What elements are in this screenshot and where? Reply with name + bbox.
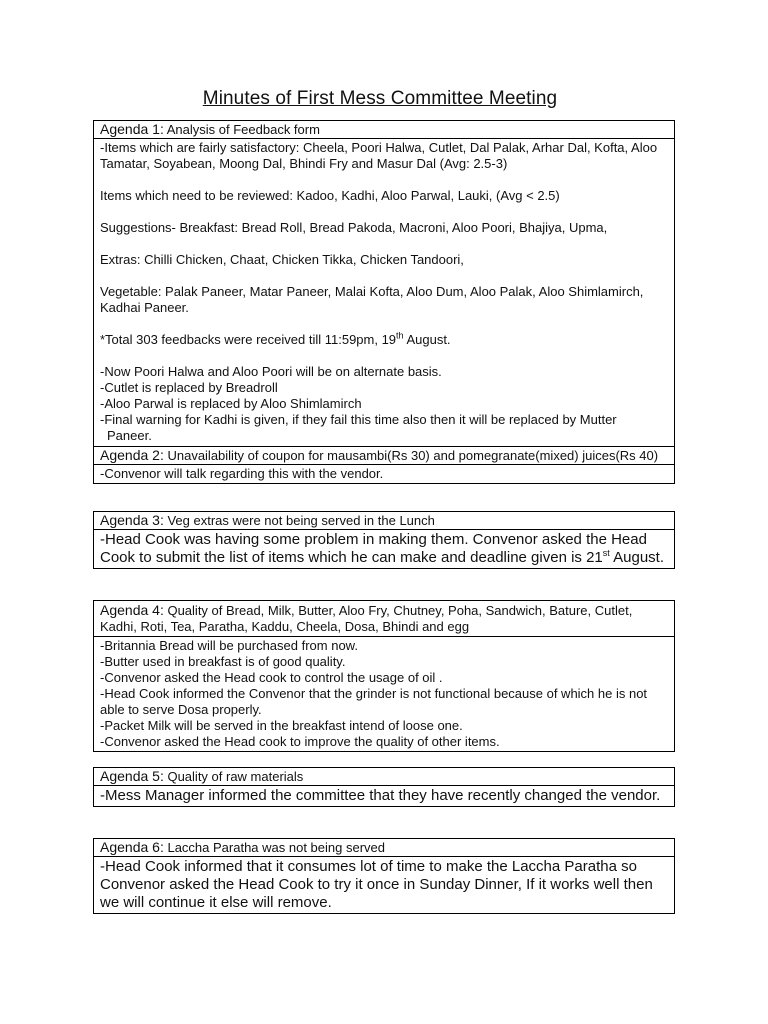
agenda-4-body	[94, 637, 674, 751]
agenda-2-label: Agenda 2:	[100, 447, 164, 463]
agenda-4-item: -Convenor asked the Head cook to control the usage of oil .	[100, 670, 443, 685]
agenda-6-body: -Head Cook informed that it consumes lot of time to make the Laccha Paratha so Convenor asked the Head Cook to try it once in Sunday Dinner, If it works well then we will continue it else will remove.	[100, 858, 653, 911]
agenda-6-header	[94, 839, 674, 857]
agenda-1-2-table	[93, 120, 675, 484]
agenda-4-header	[94, 601, 674, 637]
agenda-4-item: -Britannia Bread will be purchased from now.	[100, 638, 358, 653]
agenda-6-table	[93, 838, 675, 914]
agenda-4-topic: Quality of Bread, Milk, Butter, Aloo Fry, Chutney, Poha, Sandwich, Bature, Cutlet, Kadhi, Roti, Tea, Paratha, Kaddu, Cheela, Dosa, Bhindi and egg	[100, 603, 633, 634]
agenda-4-item: -Butter used in breakfast is of good quality.	[100, 654, 346, 669]
agenda-1-topic: Analysis of Feedback form	[166, 122, 320, 137]
agenda-3-body: -Head Cook was having some problem in making them. Convenor asked the Head Cook to submit the list of items which he can make and deadline given is 21st August.	[100, 531, 665, 566]
agenda-3-table	[93, 511, 675, 569]
agenda-5-body: -Mess Manager informed the committee that they have recently changed the vendor.	[100, 787, 661, 804]
agenda-1-label: Agenda 1:	[100, 121, 164, 137]
agenda-3-header	[94, 512, 674, 530]
agenda-1-extras: Extras: Chilli Chicken, Chaat, Chicken Tikka, Chicken Tandoori,	[100, 252, 464, 267]
agenda-5-topic: Quality of raw materials	[167, 769, 304, 784]
agenda-6-topic: Laccha Paratha was not being served	[167, 840, 385, 855]
agenda-2-body: -Convenor will talk regarding this with the vendor.	[100, 466, 384, 481]
agenda-1-decision: -Aloo Parwal is replaced by Aloo Shimlamirch	[100, 396, 362, 411]
agenda-6-label: Agenda 6:	[100, 839, 164, 855]
agenda-1-decision: -Now Poori Halwa and Aloo Poori will be on alternate basis.	[100, 364, 442, 379]
agenda-5-header	[94, 768, 674, 786]
agenda-1-decision: -Cutlet is replaced by Breadroll	[100, 380, 278, 395]
agenda-3-label: Agenda 3:	[100, 512, 164, 528]
agenda-4-item: -Convenor asked the Head cook to improve the quality of other items.	[100, 734, 500, 749]
agenda-1-vegetable: Vegetable: Palak Paneer, Matar Paneer, Malai Kofta, Aloo Dum, Aloo Palak, Aloo Shimlamirch, Kadhai Paneer.	[100, 284, 644, 315]
agenda-5-table	[93, 767, 675, 807]
agenda-1-suggestions: Suggestions- Breakfast: Bread Roll, Bread Pakoda, Macroni, Aloo Poori, Bhajiya, Upma,	[100, 220, 608, 235]
document-title: Minutes of First Mess Committee Meeting	[202, 88, 558, 109]
agenda-1-satisfactory: -Items which are fairly satisfactory: Cheela, Poori Halwa, Cutlet, Dal Palak, Arhar Dal, Kofta, Aloo Tamatar, Soyabean, Moong Dal, Bhindi Fry and Masur Dal (Avg: 2.5-3)	[100, 140, 658, 171]
agenda-5-label: Agenda 5:	[100, 768, 164, 784]
agenda-3-topic: Veg extras were not being served in the Lunch	[167, 513, 435, 528]
agenda-4-table	[93, 600, 675, 752]
agenda-4-item: -Packet Milk will be served in the breakfast intend of loose one.	[100, 718, 463, 733]
agenda-1-review: Items which need to be reviewed: Kadoo, Kadhi, Aloo Parwal, Lauki, (Avg < 2.5)	[100, 188, 560, 203]
agenda-4-item: -Head Cook informed the Convenor that the grinder is not functional because of which he is not able to serve Dosa properly.	[100, 686, 648, 717]
agenda-1-decision-cont: Paneer.	[107, 428, 152, 443]
agenda-1-decision: -Final warning for Kadhi is given, if they fail this time also then it will be replaced by Mutter	[100, 412, 617, 427]
agenda-2-topic: Unavailability of coupon for mausambi(Rs 30) and pomegranate(mixed) juices(Rs 40)	[167, 448, 659, 463]
agenda-2-header	[94, 447, 674, 465]
agenda-1-header	[94, 121, 674, 139]
agenda-1-body	[94, 139, 674, 447]
agenda-4-label: Agenda 4:	[100, 602, 164, 618]
agenda-1-total-feedback: *Total 303 feedbacks were received till 11:59pm, 19th August.	[100, 330, 451, 347]
